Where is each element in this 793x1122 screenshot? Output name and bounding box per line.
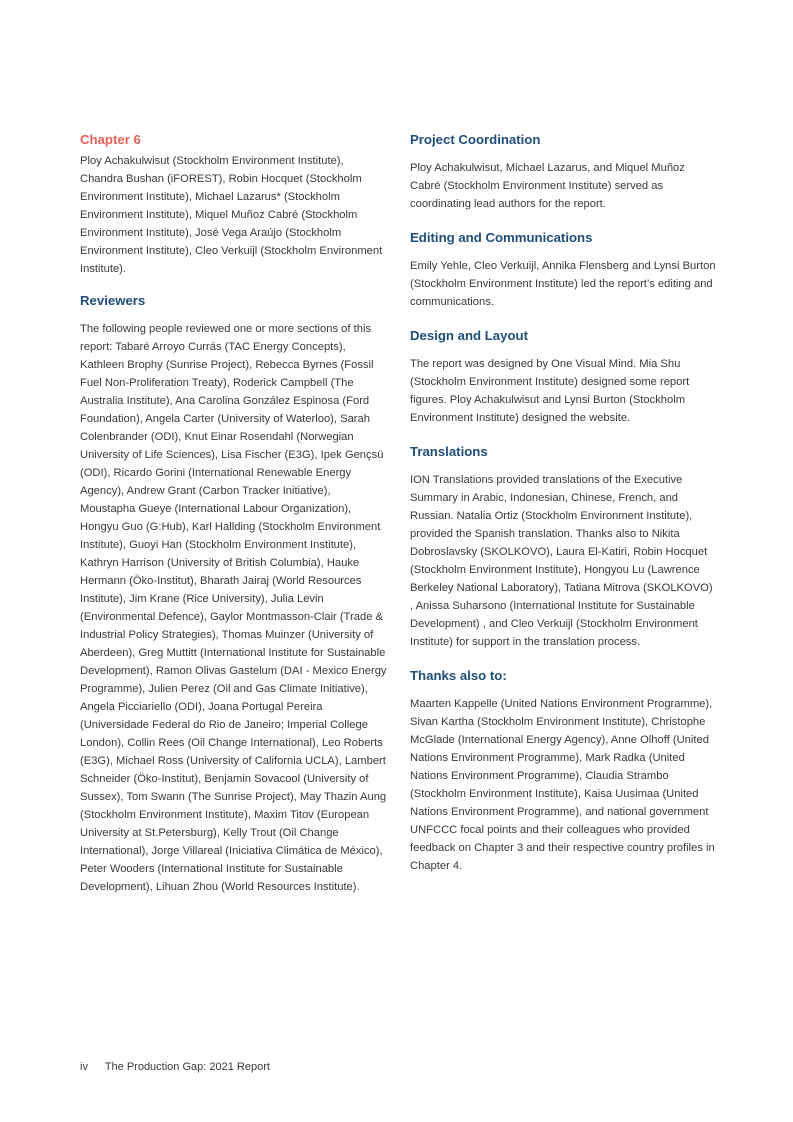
editing-text: Emily Yehle, Cleo Verkuijl, Annika Flensberg and Lynsi Burton (Stockholm Environment Institute) led the report’s editing and communications.: [410, 260, 716, 308]
chapter6-section: [80, 130, 388, 278]
translations-text: ION Translations provided translations of the Executive Summary in Arabic, Indonesian, Chinese, French, and Russian. Natalia Ortiz (Stockholm Environment Institute), provided the Spanish translation. Thanks also to Nikita Dobroslavsky (SKOLKOVO), Laura El-Katiri, Robin Hocquet (Stockholm Environment Institute), Hongyou Lu (Lawrence Berkeley National Laboratory), Tatiana Mitrova (SKOLKOVO) , Anissa Suharsono (International Institute for Sustainable Development) , and Cleo Verkuijl (Stockholm Environment Institute) for support in the translation process.: [410, 474, 713, 648]
chapter6-heading: Chapter 6: [80, 132, 141, 147]
chapter6-authors: Ploy Achakulwisut (Stockholm Environment Institute), Chandra Bushan (iFOREST), Robin Hocquet (Stockholm Environment Institute), Michael Lazarus* (Stockholm Environment Institute), Miquel Muñoz Cabré (Stockholm Environment Institute), José Vega Araújo (Stockholm Environment Institute), Cleo Verkuijl (Stockholm Environment Institute).: [80, 155, 383, 275]
editing-section: [410, 228, 716, 311]
project-coordination-heading: Project Coordination: [410, 132, 541, 147]
page-footer: [80, 1059, 270, 1075]
right-column: [410, 130, 716, 875]
project-coordination-section: [410, 130, 716, 213]
report-title: The Production Gap: 2021 Report: [104, 1061, 270, 1073]
design-heading: Design and Layout: [410, 328, 528, 343]
thanks-heading: Thanks also to:: [410, 668, 507, 683]
reviewers-list: The following people reviewed one or more sections of this report: Tabaré Arroyo Currás (TAC Energy Concepts), Kathleen Brophy (Sunrise Project), Rebecca Byrnes (Fossil Fuel Non-Proliferation Treaty), Roderick Campbell (The Australia Institute), Ana Carolina González Espinosa (Ford Foundation), Angela Carter (University of Waterloo), Sarah Colenbrander (ODI), Knut Einar Rosendahl (Norwegian University of Life Sciences), Lisa Fischer (E3G), Ipek Gençsü (ODI), Ricardo Gorini (International Renewable Energy Agency), Andrew Grant (Carbon Tracker Initiative), Moustapha Gueye (International Labour Organization), Hongyu Guo (G:Hub), Karl Hallding (Stockholm Environment Institute), Guoyi Han (Stockholm Environment Institute), Kathryn Harrison (University of British Columbia), Hauke Hermann (Öko-Institut), Bharath Jairaj (World Resources Institute), Jim Krane (Rice University), Julia Levin (Environmental Defence), Gaylor Montmasson-Clair (Trade & Industrial Policy Strategies), Thomas Muinzer (University of Aberdeen), Greg Muttitt (International Institute for Sustainable Development), Ramon Olivas Gastelum (DAI - Mexico Energy Programme), Julien Perez (Oil and Gas Climate Initiative), Angela Picciariello (ODI), Joana Portugal Pereira (Universidade Federal do Rio de Janeiro; Imperial College London), Collin Rees (Oil Change International), Leo Roberts (E3G), Michael Ross (University of California UCLA), Lambert Schneider (Öko-Institut), Benjamin Sovacool (University of Sussex), Tom Swann (The Sunrise Project), May Thazin Aung (Stockholm Environment Institute), Maxim Titov (European University at St.Petersburg), Kelly Trout (Oil Change International), Jorge Villareal (Iniciativa Climática de México), Peter Wooders (International Institute for Sustainable Development), Lihuan Zhou (World Resources Institute).: [80, 323, 387, 893]
left-column: [80, 130, 388, 896]
translations-heading: Translations: [410, 444, 488, 459]
thanks-text: Maarten Kappelle (United Nations Environment Programme), Sivan Kartha (Stockholm Environment Institute), Christophe McGlade (International Energy Agency), Anne Olhoff (United Nations Environment Programme), Mark Radka (United Nations Environment Programme), Claudia Strambo (Stockholm Environment Institute), Kaisa Uusimaa (United Nations Environment Programme), and national government UNFCCC focal points and their colleagues who provided feedback on Chapter 3 and their respective country profiles in Chapter 4.: [410, 698, 715, 872]
thanks-section: [410, 666, 716, 875]
editing-heading: Editing and Communications: [410, 230, 593, 245]
design-text: The report was designed by One Visual Mind. Mia Shu (Stockholm Environment Institute) designed some report figures. Ploy Achakulwisut and Lynsi Burton (Stockholm Environment Institute) designed the website.: [410, 358, 690, 424]
reviewers-heading: Reviewers: [80, 293, 146, 308]
translations-section: [410, 442, 716, 651]
page-number: iv: [80, 1061, 88, 1073]
design-section: [410, 326, 716, 427]
reviewers-section: [80, 291, 388, 896]
project-coordination-text: Ploy Achakulwisut, Michael Lazarus, and Miquel Muñoz Cabré (Stockholm Environment Institute) served as coordinating lead authors for the report.: [410, 162, 685, 210]
